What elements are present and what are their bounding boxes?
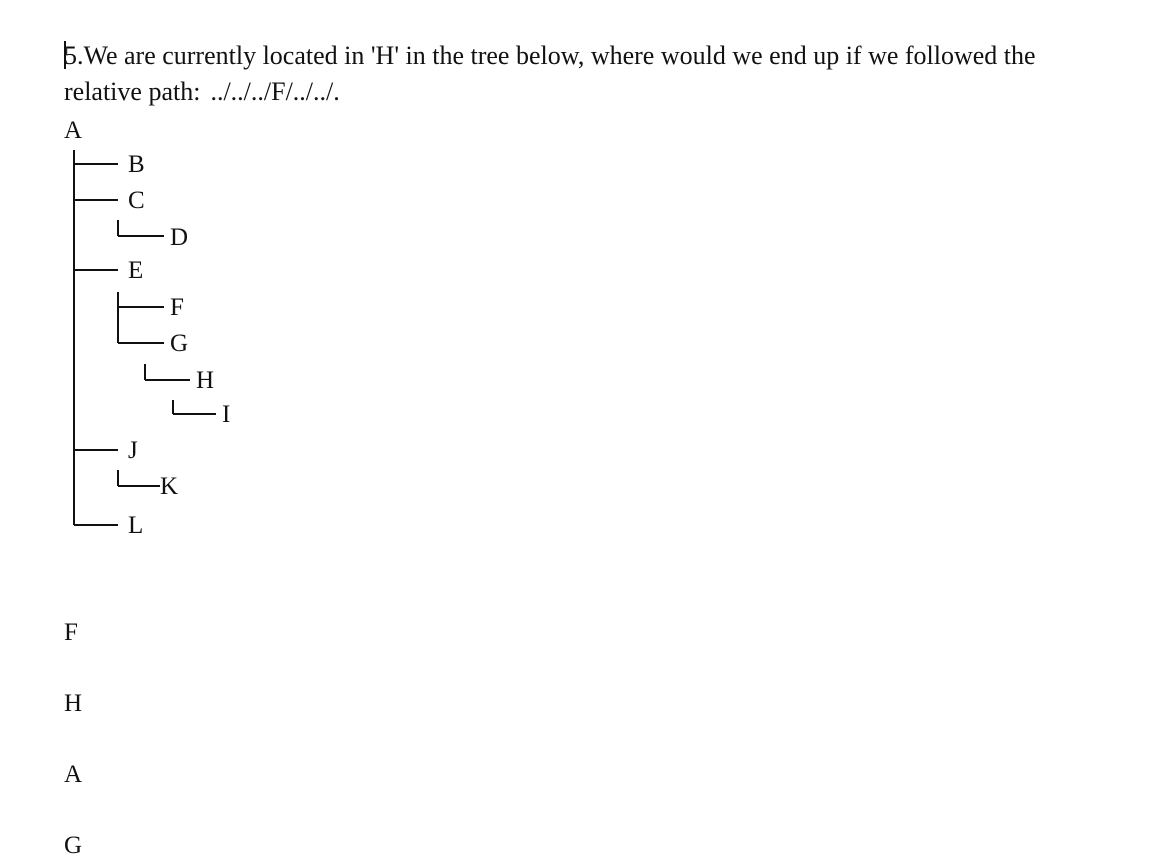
answer-option-1[interactable]: F — [64, 619, 78, 646]
question-number: 5. — [64, 41, 84, 70]
directory-tree — [0, 0, 400, 560]
tree-node-a: A — [64, 117, 83, 144]
tree-node-c: C — [128, 187, 145, 214]
tree-node-e: E — [128, 257, 144, 284]
tree-node-k: K — [160, 473, 179, 500]
answer-option-4[interactable]: G — [64, 832, 83, 859]
tree-node-i: I — [222, 401, 231, 428]
tree-connector-lines — [0, 0, 400, 560]
tree-node-l: L — [128, 512, 144, 539]
question-text-line-2: relative path: — [64, 77, 201, 106]
tree-node-g: G — [170, 330, 189, 357]
question-text-line-1: We are currently located in 'H' in the tree below, where would we end up if we followed the — [83, 41, 1036, 70]
tree-node-j: J — [128, 437, 138, 464]
answer-option-3[interactable]: A — [64, 761, 83, 788]
answer-option-2[interactable]: H — [64, 690, 83, 717]
tree-node-d: D — [170, 224, 189, 251]
tree-node-h: H — [196, 367, 215, 394]
tree-node-f: F — [170, 294, 184, 321]
relative-path: ../../../F/../../. — [210, 77, 340, 106]
tree-node-b: B — [128, 151, 145, 178]
